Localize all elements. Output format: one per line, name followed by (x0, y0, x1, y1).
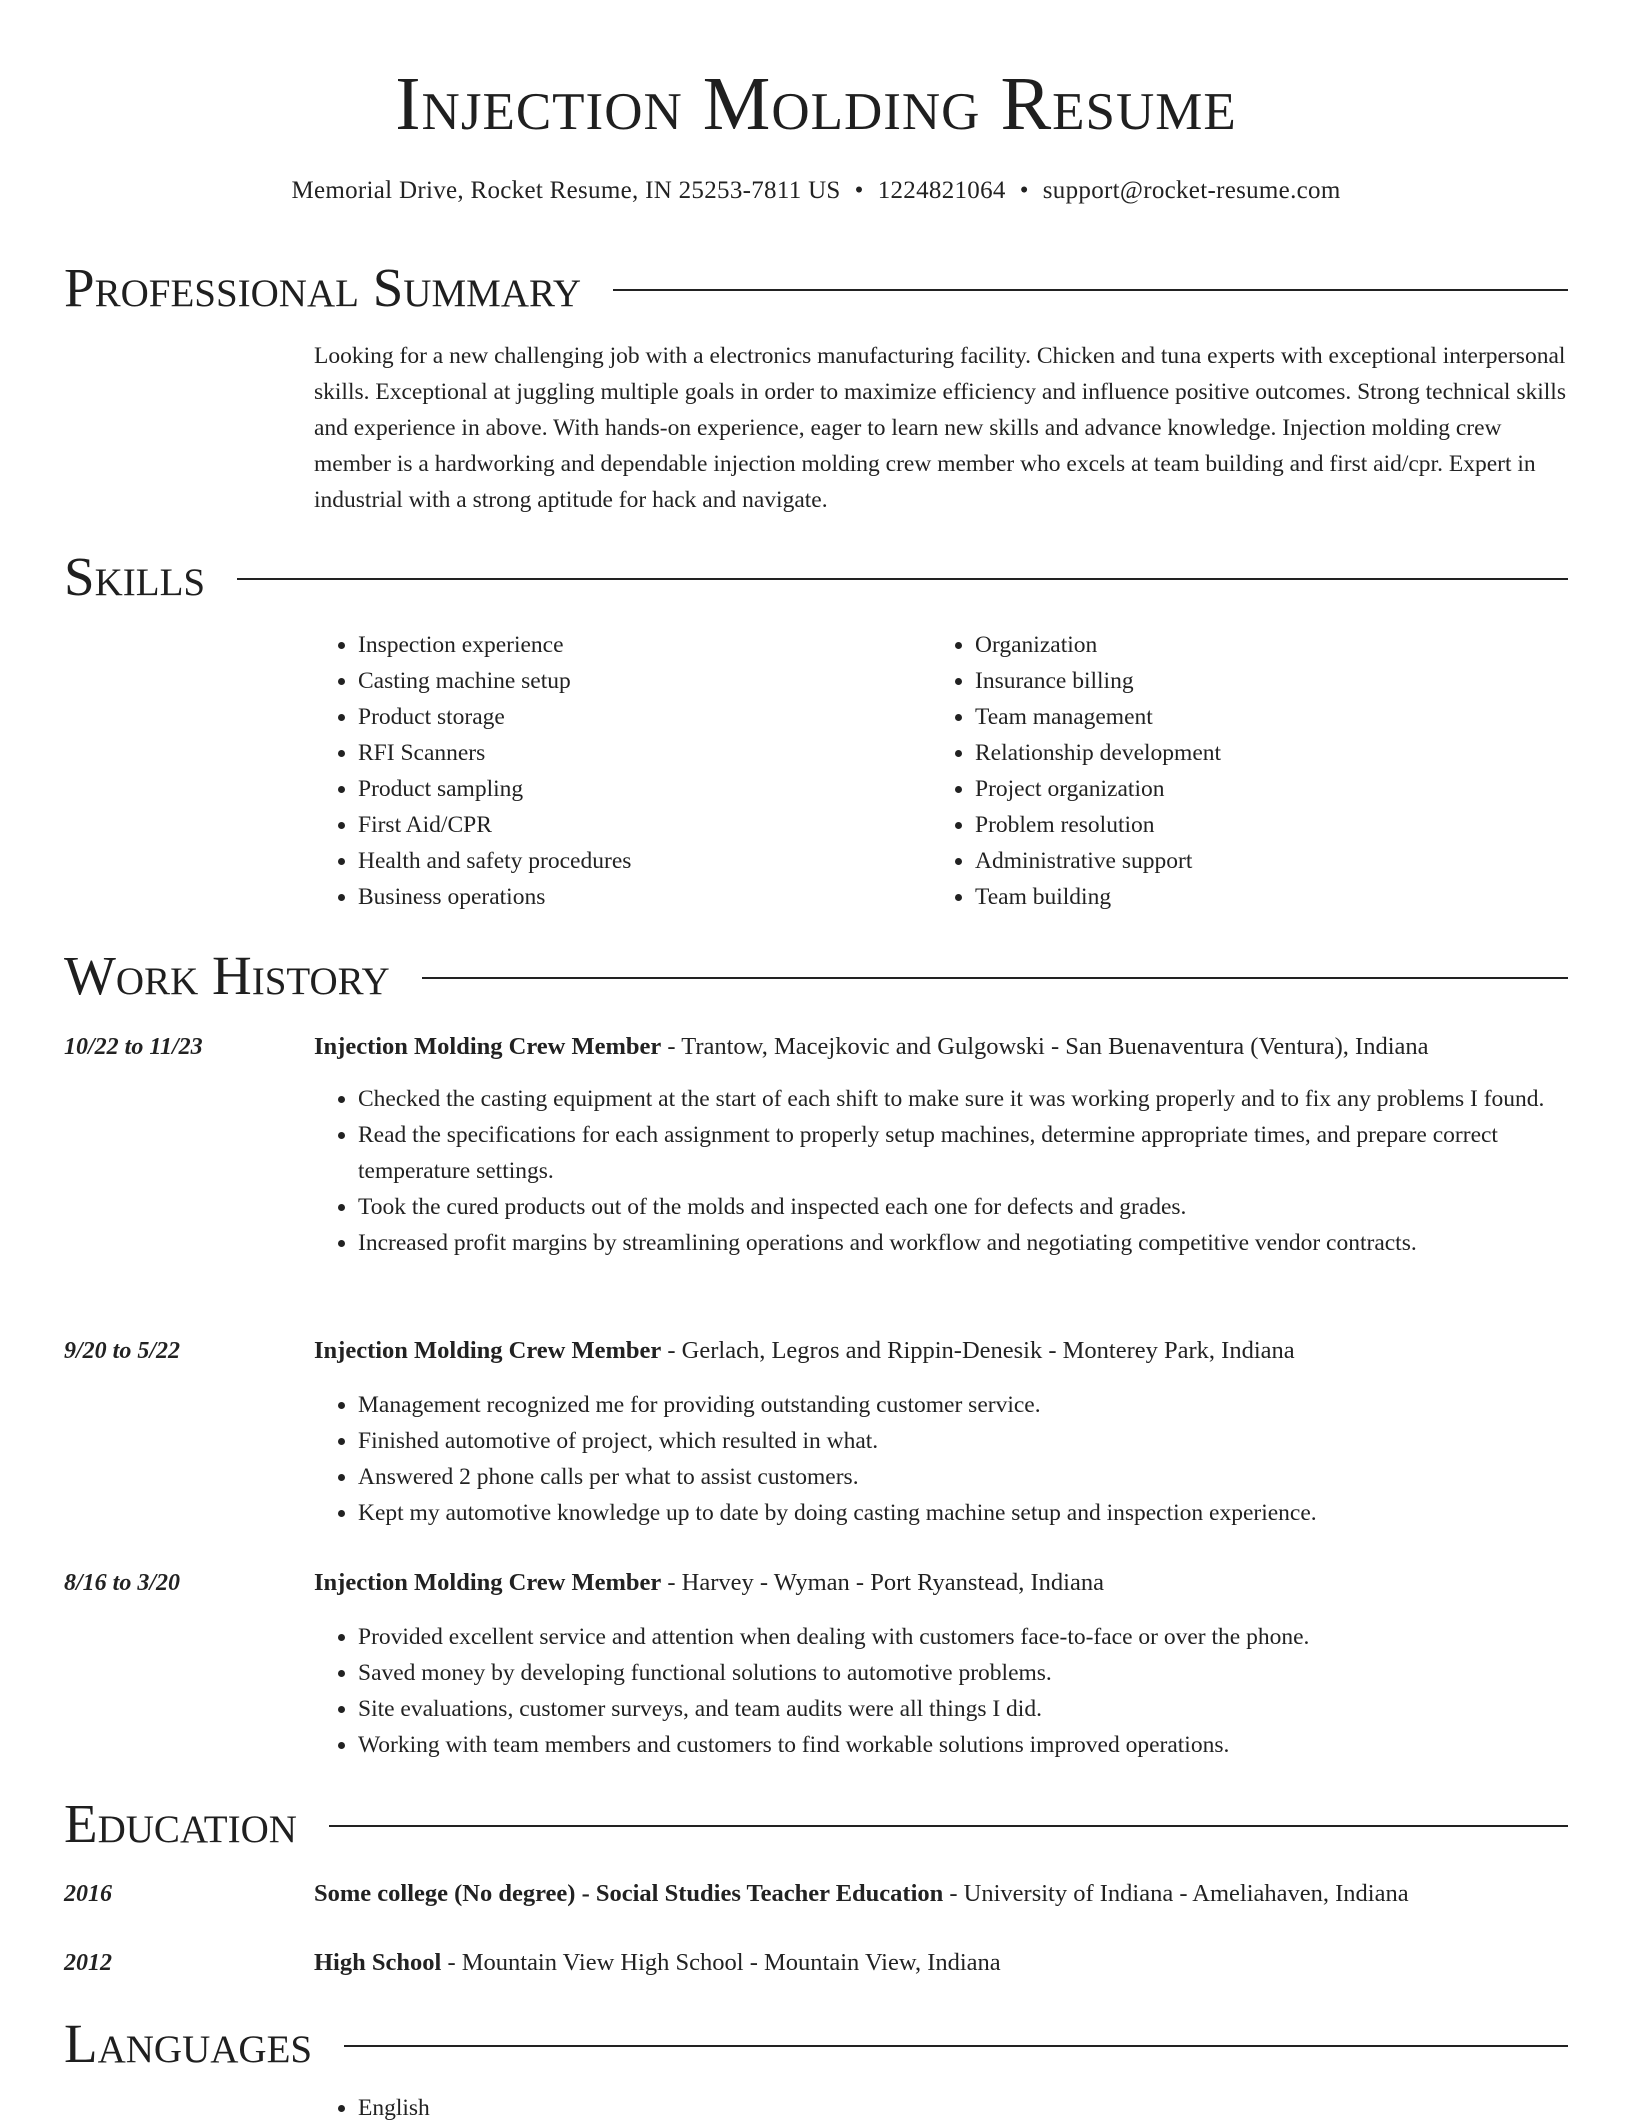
languages-list (314, 2090, 1570, 2126)
skill-item: • RFI Scanners (358, 735, 914, 771)
section-title-summary: Professional Summary (64, 257, 582, 318)
job-duty: • Increased profit margins by streamlining operations and workflow and negotiating competitive vendor contracts. (358, 1225, 1570, 1261)
section-divider (237, 578, 1568, 580)
education-heading (314, 1946, 1574, 1980)
skill-item: • Team management (975, 699, 1571, 735)
job-heading (314, 1030, 1574, 1064)
skill-item: • Administrative support (975, 843, 1571, 879)
skills-column-left (314, 627, 914, 915)
contact-line (0, 174, 1632, 208)
contact-address: Memorial Drive, Rocket Resume, IN 25253-7811 US (291, 177, 841, 204)
job-role: Injection Molding Crew Member (314, 1033, 662, 1060)
section-header-summary (64, 256, 1568, 320)
education-heading (314, 1877, 1574, 1911)
education-degree: Some college (No degree) - Social Studies Teacher Education (314, 1880, 944, 1907)
job-duties (314, 1081, 1570, 1261)
education-details: - Mountain View High School - Mountain View, Indiana (441, 1949, 1001, 1976)
job-details: - Harvey - Wyman - Port Ryanstead, Indiana (661, 1569, 1104, 1596)
skill-item: • Team building (975, 879, 1571, 915)
job-duties (314, 1619, 1570, 1763)
skill-item: • First Aid/CPR (358, 807, 914, 843)
job-details: - Gerlach, Legros and Rippin-Denesik - Monterey Park, Indiana (661, 1337, 1295, 1364)
section-title-skills: Skills (64, 546, 206, 607)
skill-item: • Problem resolution (975, 807, 1571, 843)
language-item: • English (358, 2090, 1570, 2126)
job-duty: • Management recognized me for providing outstanding customer service. (358, 1387, 1570, 1423)
summary-text: Looking for a new challenging job with a electronics manufacturing facility. Chicken and tuna experts with exceptional interpersonal skills. Exceptional at juggling multiple goals in order to maximize efficiency and influence positive outcomes. Strong technical skills and experience in above. With hands-on experience, eager to learn new skills and advance knowledge. Injection molding crew member is a hardworking and dependable injection molding crew member who excels at team building and first aid/cpr. Expert in industrial with a strong aptitude for hack and navigate. (314, 343, 1566, 513)
job-heading (314, 1566, 1574, 1600)
skills-column-right (931, 627, 1571, 915)
job-heading (314, 1334, 1574, 1368)
skill-item: • Project organization (975, 771, 1571, 807)
job-duty: • Kept my automotive knowledge up to date by doing casting machine setup and inspection experience. (358, 1495, 1570, 1531)
job-duty-list (314, 1619, 1570, 1763)
contact-separator: • (854, 177, 864, 204)
education-details: - University of Indiana - Ameliahaven, Indiana (943, 1880, 1409, 1907)
skill-item: • Product storage (358, 699, 914, 735)
language-bullets (314, 2090, 1570, 2126)
contact-email: support@rocket-resume.com (1042, 177, 1341, 204)
job-duty: • Finished automotive of project, which resulted in what. (358, 1423, 1570, 1459)
job-duty: • Provided excellent service and attention when dealing with customers face-to-face or over the phone. (358, 1619, 1570, 1655)
contact-phone: 1224821064 (877, 177, 1006, 204)
education-year: 2012 (64, 1950, 112, 1976)
education-year: 2016 (64, 1881, 112, 1907)
skills-list-right (931, 627, 1571, 915)
contact-separator: • (1019, 177, 1029, 204)
job-duty: • Working with team members and customers to find workable solutions improved operations. (358, 1727, 1570, 1763)
job-duty-list (314, 1081, 1570, 1261)
job-dates: 8/16 to 3/20 (64, 1570, 181, 1596)
section-divider (613, 289, 1568, 291)
job-duty: • Answered 2 phone calls per what to assist customers. (358, 1459, 1570, 1495)
job-duty: • Checked the casting equipment at the start of each shift to make sure it was working properly and to fix any problems I found. (358, 1081, 1570, 1117)
skill-item: • Inspection experience (358, 627, 914, 663)
section-title-languages: Languages (64, 2013, 313, 2074)
job-role: Injection Molding Crew Member (314, 1569, 662, 1596)
education-degree: High School (314, 1949, 442, 1976)
job-duties (314, 1387, 1570, 1531)
resume-title: Injection Molding Resume (395, 62, 1237, 146)
job-duty: • Read the specifications for each assignment to properly setup machines, determine appropriate times, and prepare correct temperature settings. (358, 1117, 1570, 1189)
section-divider (422, 977, 1568, 979)
skill-item: • Insurance billing (975, 663, 1571, 699)
job-details: - Trantow, Macejkovic and Gulgowski - San Buenaventura (Ventura), Indiana (661, 1033, 1429, 1060)
job-duty: • Site evaluations, customer surveys, and team audits were all things I did. (358, 1691, 1570, 1727)
skill-item: • Health and safety procedures (358, 843, 914, 879)
skill-item: • Casting machine setup (358, 663, 914, 699)
job-duty: • Took the cured products out of the molds and inspected each one for defects and grades. (358, 1189, 1570, 1225)
section-header-skills (64, 545, 1568, 609)
job-duty: • Saved money by developing functional solutions to automotive problems. (358, 1655, 1570, 1691)
skills-list-left (314, 627, 914, 915)
skill-item: • Organization (975, 627, 1571, 663)
skill-item: • Relationship development (975, 735, 1571, 771)
section-title-education: Education (64, 1793, 297, 1854)
job-duty-list (314, 1387, 1570, 1531)
section-header-languages (64, 2012, 1568, 2076)
section-header-education (64, 1792, 1568, 1856)
skill-item: • Business operations (358, 879, 914, 915)
section-divider (329, 1825, 1568, 1827)
job-role: Injection Molding Crew Member (314, 1337, 662, 1364)
skill-item: • Product sampling (358, 771, 914, 807)
section-title-work: Work History (64, 945, 390, 1006)
section-divider (344, 2045, 1568, 2047)
job-dates: 10/22 to 11/23 (64, 1034, 203, 1060)
section-header-work (64, 944, 1568, 1008)
job-dates: 9/20 to 5/22 (64, 1338, 181, 1364)
